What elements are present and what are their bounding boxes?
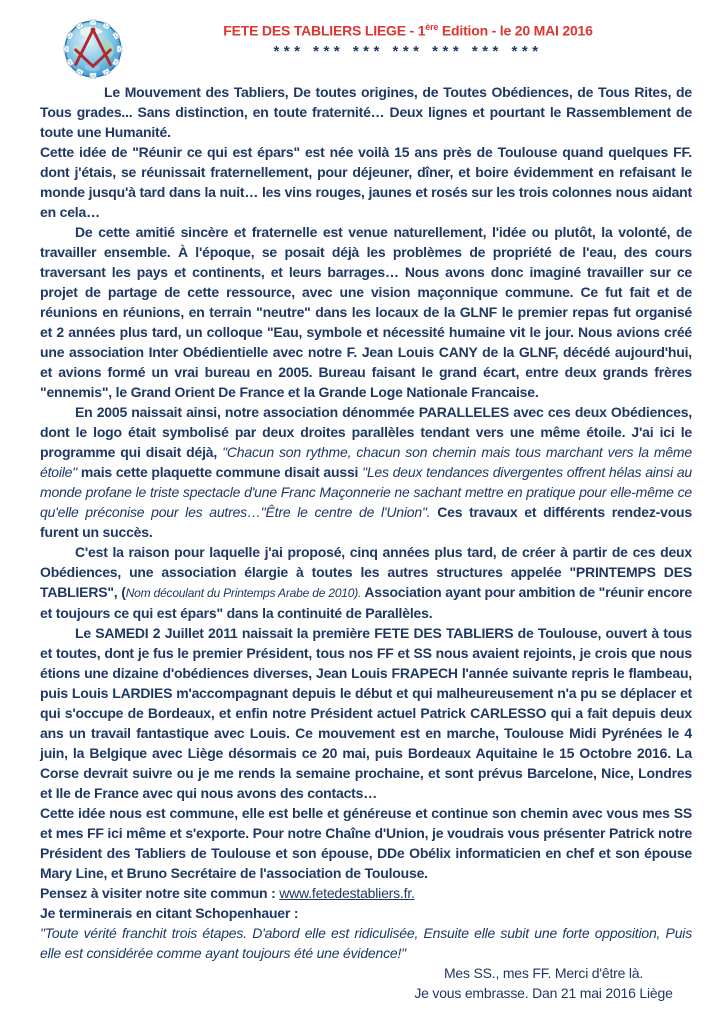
paragraph-paralleles (40, 402, 692, 542)
title-superscript: ère (425, 22, 439, 32)
quote-intro-line: Je terminerais en citant Schopenhauer : (40, 905, 299, 921)
title-post: Edition - le 20 MAI 2016 (438, 22, 593, 39)
quote-tendances: "Les deux tendances divergentes offrent hélas ainsi au monde profane le triste spectacle d'une Franc Maçonnerie ne sachant mettre en pratique pour elle-même ce qu'elle préconise pour les autres…"Être le centre de l'Union". (40, 464, 693, 520)
paragraph-presentation: Cette idée nous est commune, elle est belle et généreuse et continue son chemin avec vous mes SS et mes FF ici même et s'exporte. Pour notre Chaîne d'Union, je voudrais vous présenter Patrick notre Président des Tabliers de Toulouse et son épouse, DDe Obélix informaticien en chef et son épouse Mary Line, et Bruno Secrétaire de l'association de Toulouse. (40, 805, 692, 881)
quote-rythme: "Chacun son rythme, chacun son chemin mais tous marchant vers la même étoile" (40, 444, 692, 480)
page-title (124, 18, 692, 41)
paragraph-fete-history: Le SAMEDI 2 Juillet 2011 naissait la première FETE DES TABLIERS de Toulouse, ouvert à tous et toutes, dont je fus le premier Président, tous nos FF et SS nous avaient rejoints, je crois que nous étions une dizaine d'obédiences diverses, Jean Louis FRAPECH l'année suivante repris le flambeau, puis Louis LARDIES m'accompagnant depuis le début et qui malheureusement n'a pu se déplacer et qui s'occupe de Bordeaux, et enfin notre Président actuel Patrick CARLESSO qui a fait depuis deux ans un travail fantastique avec Louis. Ce mouvement est en marche, Toulouse Midi Pyrénées le 4 juin, la Belgique avec Liège désormais ce 20 mai, puis Bordeaux Aquitaine le 15 Octobre 2016. La Corse devrait suivre ou je me rends la semaine prochaine, et sont prévus Barcelone, Nice, Londres et Ile de France avec qui nous avons des contacts… (40, 625, 692, 801)
title-pre: FETE DES TABLIERS LIEGE - 1 (223, 22, 426, 39)
header-text (124, 16, 692, 60)
stars-divider: *** *** *** *** *** *** *** (273, 42, 543, 60)
website-label: Pensez à visiter notre site commun : (40, 885, 280, 901)
schopenhauer-quote: "Toute vérité franchit trois étapes. D'abord elle est ridiculisée, Ensuite elle subit une forte opposition, Puis elle est considérée comme ayant toujours été une évidence!" (40, 925, 692, 961)
paragraph-movement-intro: Le Mouvement des Tabliers, De toutes origines, de Toutes Obédiences, de Tous Rites, de Tous grades... Sans distinction, en toute fraternité… Deux lignes et pourtant le Rassemblement de toute une Humanité. (40, 84, 692, 140)
signature-line-1: Mes SS., mes FF. Merci d'être là. (443, 965, 644, 981)
website-line (40, 883, 692, 903)
website-link[interactable]: www.fetedestabliers.fr. (279, 885, 415, 901)
paralleles-text: En 2005 naissait ainsi, notre association dénommée PARALLELES avec ces deux Obédiences, dont le logo était symbolisé par deux droites parallèles tendant vers une même étoile. J'ai ici le programme qui disait déjà, (40, 404, 692, 460)
paragraph-idea-origin: Cette idée de "Réunir ce qui est épars" est née voilà 15 ans près de Toulouse quand quelques FF. dont j'étais, se réunissait fraternellement, pour déjeuner, dîner, et boire évidemment en refaisant le monde jusqu'à tard dans la nuit… les vins rouges, jaunes et rosés sur les trois colonnes nous aidant en cela… (40, 144, 692, 220)
letter-body (40, 82, 692, 1003)
signature-line-2: Je vous embrasse. Dan 21 mai 2016 Liège (414, 985, 673, 1001)
paragraph-friendship-glnf: De cette amitié sincère et fraternelle est venue naturellement, l'idée ou plutôt, la volonté, de travailler ensemble. À l'époque, se posait déjà les problèmes de propriété de l'eau, des cours traversant les pays et continents, et leurs barrages… Nous avons donc imaginé travailler sur ce projet de partage de cette ressource, avec une vision maçonnique commune. Ce fut fait et de réunions en réunions, en terrain "neutre" dans les locaux de la GLNF le premier repas fut organisé et 2 années plus tard, un colloque "Eau, symbole et nécessité humaine vit le jour. Nous avions créé une association Inter Obédientielle avec notre F. Jean Louis CANY de la GLNF, décédé aujourd'hui, et avions formé un vrai bureau en 2005. Bureau faisant le grand écart, entre deux grands frères "ennemis", le Grand Orient De France et la Grande Loge Nationale Francaise. (40, 224, 692, 400)
paralleles-text-3: Ces travaux et différents rendez-vous furent un succès. (40, 504, 692, 540)
printemps-text-2: Association ayant pour ambition de "réunir encore et toujours ce qui est épars" dans la continuité de Parallèles. (40, 584, 693, 621)
paralleles-text-2: mais cette plaquette commune disait aussi (80, 464, 363, 480)
document-header (62, 16, 692, 80)
globe-square-compasses-logo-icon (62, 18, 124, 80)
paragraph-printemps (40, 542, 692, 623)
printemps-note: Nom découlant du Printemps Arabe de 2010). (125, 586, 365, 600)
printemps-text: C'est la raison pour laquelle j'ai proposé, cinq années plus tard, de créer à partir de ces deux Obédiences, une association élargie à toutes les autres structures appelée "PRINTEMPS DES TABLIERS", ( (40, 544, 692, 600)
signature-block (395, 963, 692, 1003)
